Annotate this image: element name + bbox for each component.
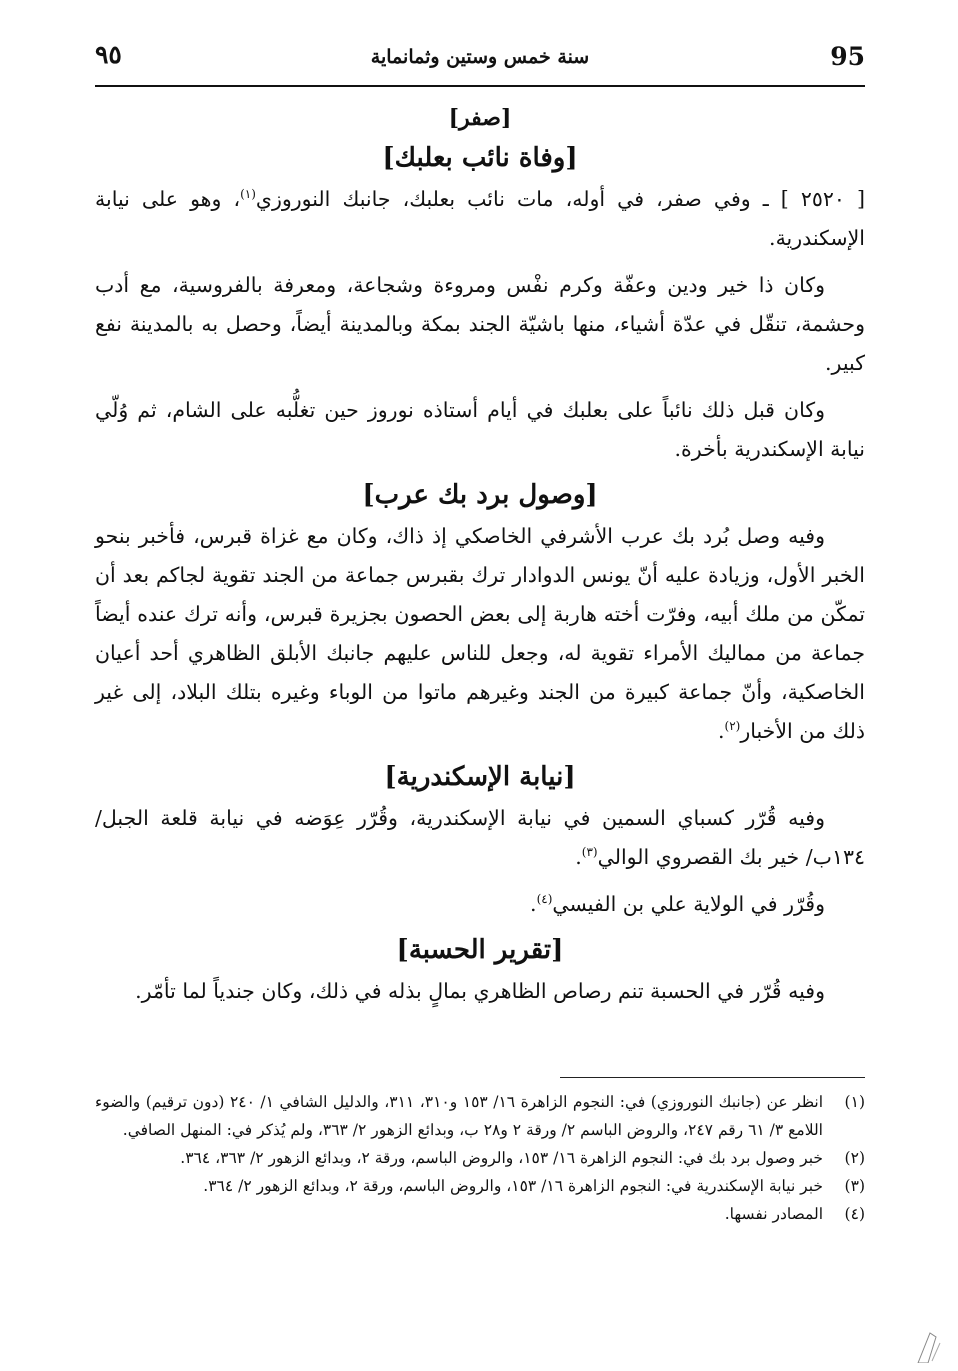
paragraph: وفيه قُرّر في الحسبة تنم رصاص الظاهري بمالٍ بذله في ذلك، وكان جندياً لما تأمّر.: [135, 979, 825, 1003]
scan-corner-mark: [908, 1303, 948, 1363]
footnote-ref-2: (٢): [724, 719, 741, 734]
section-heading-death-of-deputy: [وفاة نائب بعلبك]: [382, 143, 578, 173]
paragraph: وكان ذا خير ودين وعفّة وكرم نفْس ومروءة وشجاعة، ومعرفة بالفروسية، مع أدب وحشمة، تنقّل في عدّة أشياء، منها باشيّة الجند بمكة وبالمدينة أيضاً، وحصل به بالمدينة نفع كبير.: [95, 273, 865, 375]
paragraph-text: وقُرّر في الولاية علي بن الفيسي: [552, 892, 825, 916]
footnote-number: (٢): [844, 1149, 865, 1167]
footnote-number: (١): [844, 1093, 865, 1111]
footnote-number: (٣): [844, 1177, 865, 1195]
paragraph-text: وفيه وصل بُرد بك عرب الأشرفي الخاصكي إذ ذاك، وكان مع غزاة قبرس، فأخبر بنحو الخبر الأول، وزيادة عليه أنّ يونس الدوادار ترك بقبرس جماعة من الجند تقوية لجاكم بعد أن تمكّن من ملك أبيه، وفرّت أخته هاربة إلى بعض الحصون بجزيرة قبرس، وأنه ترك عنده أيضاً جماعة من مماليك الأمراء تقوية له، وجعل للناس عليهم جانبك الأبلق الظاهري أحد أعيان الخاصكية، وأنّ جماعة كبيرة من الجند وغيرهم ماتوا من الوباء وغيره بتلك البلاد، إلى غير ذلك من الأخبار: [95, 524, 865, 743]
paragraph-text: .: [530, 892, 537, 916]
paragraph-entry-2520: [95, 180, 865, 258]
footnote-rule: [560, 1077, 865, 1078]
page-number-latin: 95: [830, 42, 865, 71]
footnote-number: (٤): [844, 1205, 865, 1223]
page-header: [95, 40, 865, 84]
paragraph: [95, 517, 865, 751]
running-title: سنة خمس وستين وثمانماية: [370, 46, 590, 68]
paragraph: [95, 885, 865, 924]
paragraph-text: وفيه قُرّر كسباي السمين في نيابة الإسكندرية، وقُرّر عِوَضه في نيابة قلعة الجبل/ ١٣٤ب/ خير بك القصروي الوالي: [95, 806, 865, 869]
paragraph: وكان قبل ذلك نائباً على بعلبك في أيام أستاذه نوروز حين تغلُّبه على الشام، ثم وُلّي نيابة الإسكندرية بأخرة.: [95, 398, 865, 461]
footnote-ref-1: (١): [240, 187, 256, 202]
month-heading: [صفر]: [448, 105, 512, 131]
footnote-text: انظر عن (جانبك النوروزي) في: النجوم الزاهرة ١٦/ ١٥٣ و٣١٠، ٣١١، والدليل الشافي ١/ ٢٤٠ (دون ترقيم) والضوء اللامع ٣/ ٦١ رقم ٢٤٧، والروض الباسم ٢/ ورقة ٢ و٢٨ ب، وبدائع الزهور ٢/ ٣٦٣، ولم يُذكر في: المنهل الصافي.: [95, 1093, 824, 1139]
footnote-ref-4: (٤): [536, 892, 553, 907]
footnote-item: [95, 1200, 865, 1228]
footnote-ref-3: (٣): [581, 845, 598, 860]
footnote-text: المصادر نفسها.: [724, 1205, 823, 1223]
main-text: [95, 100, 865, 1019]
header-rule: [95, 85, 865, 87]
paragraph: [95, 799, 865, 877]
paragraph-text: .: [575, 845, 582, 869]
paragraph-text: [ ٢٥٢٠ ] ـ وفي صفر، في أوله، مات نائب بعلبك، جانبك النوروزي: [255, 187, 865, 211]
page-number-arabic: ٩٥: [95, 40, 122, 69]
footnote-text: خبر وصول برد بك في: النجوم الزاهرة ١٦/ ١٥٣، والروض الباسم، ورقة ٢، وبدائع الزهور ٢/ ٣٦٣، ٣٦٤.: [180, 1149, 823, 1167]
footnote-item: [95, 1088, 865, 1144]
section-heading-alexandria: [نيابة الإسكندرية]: [384, 762, 576, 792]
footnote-item: [95, 1172, 865, 1200]
paragraph-text: ، وهو على نيابة الإسكندرية.: [95, 187, 865, 250]
footnotes: [95, 1088, 865, 1228]
paragraph-text: .: [717, 719, 725, 743]
section-heading-arrival: [وصول برد بك عرب]: [362, 480, 598, 510]
section-heading-hisba: [تقرير الحسبة]: [396, 935, 564, 965]
footnote-item: [95, 1144, 865, 1172]
footnote-text: خبر نيابة الإسكندرية في: النجوم الزاهرة ١٦/ ١٥٣، والروض الباسم، ورقة ٢، وبدائع الزهور ٢/ ٣٦٤.: [203, 1177, 823, 1195]
